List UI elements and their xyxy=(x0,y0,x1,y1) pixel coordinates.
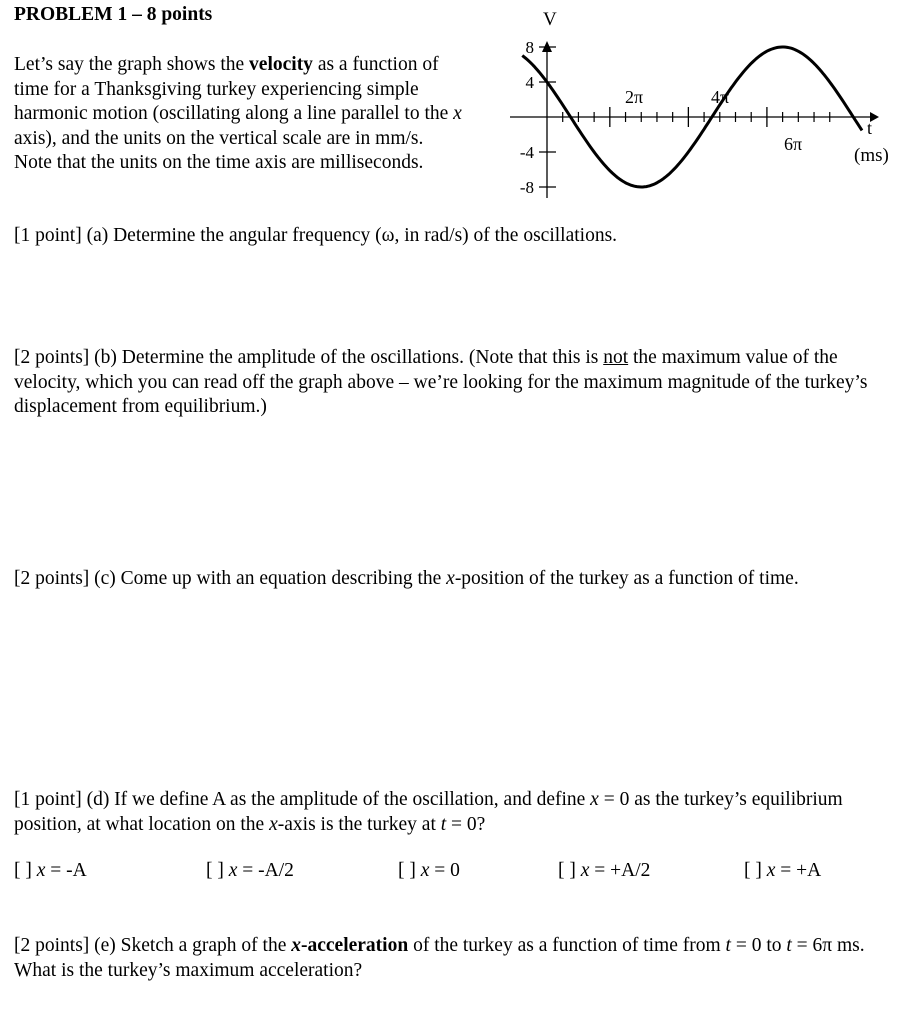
question-c: [2 points] (c) Come up with an equation describing the x-position of the turkey as a function of time. xyxy=(14,568,799,589)
question-b: [2 points] (b) Determine the amplitude of the oscillations. (Note that this is not the maximum value of the velocity, which you can read off the graph above – we’re looking for the maximum magnitude of the turkey’s displacement from equilibrium.) xyxy=(14,347,868,417)
x-tick-label: 6π xyxy=(784,134,803,154)
checkbox: [ ] xyxy=(206,860,229,881)
y-tick-label: -4 xyxy=(519,143,534,162)
option-x-plus-a[interactable]: [ ] x = +A xyxy=(744,860,822,881)
option-x-plus-half-a[interactable]: [ ] x = +A/2 xyxy=(558,860,651,881)
option-x-minus-half-a[interactable]: [ ] x = -A/2 xyxy=(206,860,294,881)
x-tick-label: 4π xyxy=(711,87,730,107)
y-tick-label: 4 xyxy=(525,73,534,92)
x-tick-label: 2π xyxy=(625,87,644,107)
checkbox: [ ] xyxy=(14,860,37,881)
y-tick-label: 8 xyxy=(525,38,534,57)
problem-title: PROBLEM 1 – 8 points xyxy=(14,4,213,25)
question-d: [1 point] (d) If we define A as the amplitude of the oscillation, and define x = 0 as the turkey’s equilibrium position, at what location on the x-axis is the turkey at t = 0? xyxy=(14,789,843,835)
checkbox: [ ] xyxy=(398,860,421,881)
checkbox: [ ] xyxy=(558,860,581,881)
option-x-minus-a[interactable]: [ ] x = -A xyxy=(14,860,87,881)
problem-intro: Let’s say the graph shows the velocity as a function of time for a Thanksgiving turkey experiencing simple harmonic motion (oscillating along a line parallel to the x axis), and the units on the vertical scale are in mm/s. Note that the units on the time axis are milliseconds. xyxy=(14,54,462,173)
y-axis-label: V xyxy=(543,9,557,30)
y-tick-label: -8 xyxy=(519,178,534,197)
checkbox: [ ] xyxy=(744,860,767,881)
question-e: [2 points] (e) Sketch a graph of the x-acceleration of the turkey as a function of time from t = 0 to t = 6π ms. What is the turkey’s maximum acceleration? xyxy=(14,935,865,981)
x-axis-label: t xyxy=(867,118,873,138)
question-a: [1 point] (a) Determine the angular frequency (ω, in rad/s) of the oscillations. xyxy=(14,225,618,246)
graph-axes xyxy=(510,41,879,198)
option-x-zero[interactable]: [ ] x = 0 xyxy=(398,860,460,881)
x-axis-unit: (ms) xyxy=(854,145,889,166)
velocity-graph xyxy=(0,0,908,210)
